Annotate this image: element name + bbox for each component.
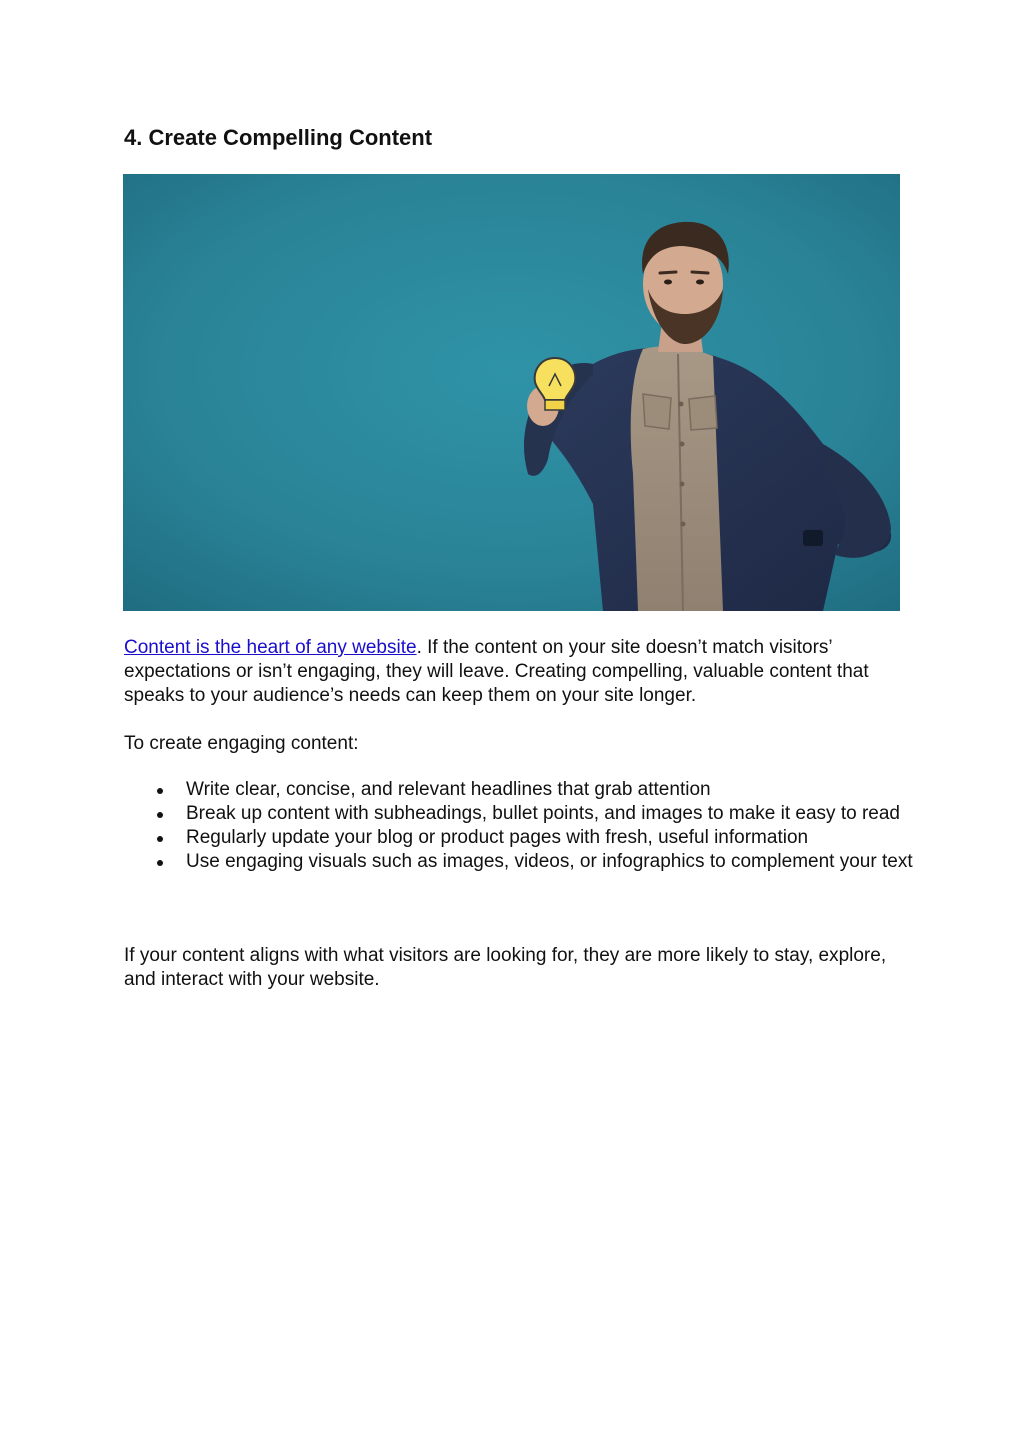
list-item-text: Write clear, concise, and relevant headlines that grab attention [186,779,711,800]
bullet-icon [157,788,163,794]
content-heart-link[interactable]: Content is the heart of any website [124,637,417,658]
list-item-text: Break up content with subheadings, bullet points, and images to make it easy to read [186,803,900,824]
bullet-icon [157,836,163,842]
list-item [124,826,914,850]
list-item-text: Use engaging visuals such as images, videos, or infographics to complement your text [186,851,913,872]
intro-text: . If the content on your site doesn’t match visitors’ expectations or isn’t engaging, they will leave. Creating compelling, valuable content that speaks to your audience’s needs can keep them on your site longer. [124,637,869,706]
intro-paragraph [124,636,914,708]
bullet-icon [157,812,163,818]
bullet-icon [157,860,163,866]
lead-in-text: To create engaging content: [124,733,359,754]
conclusion-paragraph: If your content aligns with what visitors are looking for, they are more likely to stay, explore, and interact with your website. [124,945,887,990]
tips-list [124,778,914,874]
list-item [124,850,914,874]
section-heading: 4. Create Compelling Content [124,125,433,150]
list-item-text: Regularly update your blog or product pages with fresh, useful information [186,827,809,848]
man-holding-lightbulb-photo [123,174,900,611]
list-item [124,778,914,802]
list-item [124,802,914,826]
